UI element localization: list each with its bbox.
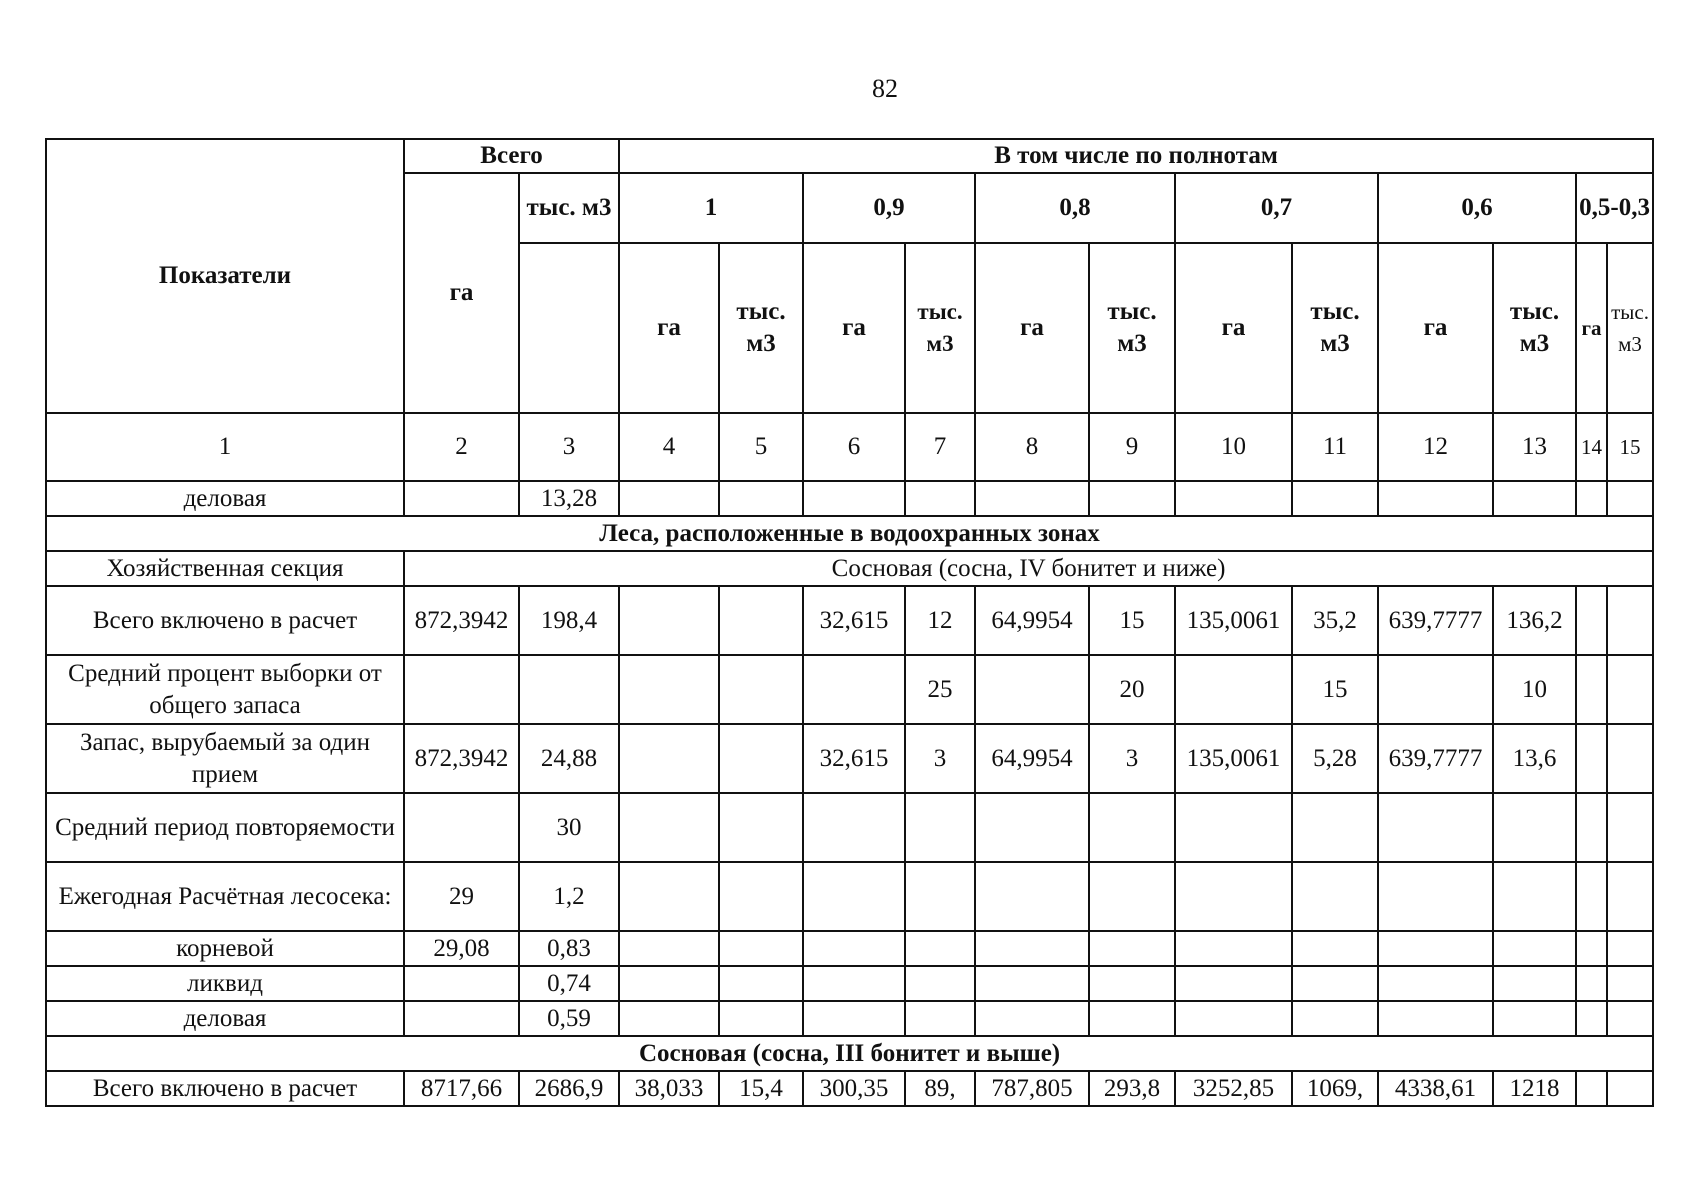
table-cell (1607, 931, 1653, 966)
table-cell (803, 862, 905, 931)
section-title: Сосновая (сосна, III бонитет и выше) (46, 1036, 1653, 1071)
table-cell (1378, 1001, 1493, 1036)
row-label: Ежегодная Расчётная лесосека: (46, 862, 404, 931)
table-cell: 3 (905, 724, 975, 793)
table-cell (975, 862, 1089, 931)
table-row (46, 655, 1653, 724)
row-label: Средний процент выборки от общего запаса (46, 655, 404, 724)
header-density-1: 1 (619, 173, 803, 243)
table-cell (905, 862, 975, 931)
table-cell: 29 (404, 862, 519, 931)
table-cell (1378, 793, 1493, 862)
row-label: Всего включено в расчет (46, 1071, 404, 1106)
table-cell: 2686,9 (519, 1071, 619, 1106)
table-cell (404, 966, 519, 1001)
column-number: 14 (1576, 413, 1607, 481)
table-cell (1378, 655, 1493, 724)
column-number: 13 (1493, 413, 1576, 481)
table-cell (1089, 481, 1175, 516)
table-cell (404, 655, 519, 724)
table-cell (719, 862, 803, 931)
table-cell (1493, 966, 1576, 1001)
table-cell (1576, 793, 1607, 862)
table-cell: 1069, (1292, 1071, 1378, 1106)
row-label: Запас, вырубаемый за один прием (46, 724, 404, 793)
column-number: 12 (1378, 413, 1493, 481)
table-cell (1493, 862, 1576, 931)
table-cell (1175, 966, 1292, 1001)
table-cell (905, 931, 975, 966)
header-density-0-9: 0,9 (803, 173, 975, 243)
table-cell (905, 793, 975, 862)
header-unit-ha: га (1576, 243, 1607, 413)
header-unit-ha: га (975, 243, 1089, 413)
table-cell: 64,9954 (975, 724, 1089, 793)
table-cell: 872,3942 (404, 586, 519, 655)
table-cell (619, 931, 719, 966)
table-cell (1089, 793, 1175, 862)
table-cell (803, 931, 905, 966)
table-cell (905, 966, 975, 1001)
column-number: 5 (719, 413, 803, 481)
table-row (46, 551, 1653, 586)
row-label: Хозяйственная секция (46, 551, 404, 586)
row-label: деловая (46, 1001, 404, 1036)
table-row (46, 724, 1653, 793)
table-cell: 24,88 (519, 724, 619, 793)
table-cell: 15 (1089, 586, 1175, 655)
table-cell (1607, 966, 1653, 1001)
table-cell (1607, 724, 1653, 793)
table-cell (1175, 793, 1292, 862)
table-cell (1378, 862, 1493, 931)
table-row (46, 1071, 1653, 1106)
header-unit-ha: га (1378, 243, 1493, 413)
table-cell: 20 (1089, 655, 1175, 724)
table-cell (1175, 481, 1292, 516)
table-cell: 29,08 (404, 931, 519, 966)
table-cell (719, 586, 803, 655)
header-empty-cell (519, 243, 619, 413)
table-cell: 5,28 (1292, 724, 1378, 793)
header-by-density: В том числе по полнотам (619, 139, 1653, 173)
column-number: 11 (1292, 413, 1378, 481)
table-cell (1292, 862, 1378, 931)
table-cell (1175, 1001, 1292, 1036)
table-cell (1378, 481, 1493, 516)
table-cell (619, 793, 719, 862)
header-total: Всего (404, 139, 619, 173)
table-cell: 639,7777 (1378, 586, 1493, 655)
header-total-m3: тыс. м3 (519, 173, 619, 243)
table-body (46, 481, 1653, 1106)
header-density-0-7: 0,7 (1175, 173, 1378, 243)
table-cell: 64,9954 (975, 586, 1089, 655)
table-cell (719, 1001, 803, 1036)
table-cell (1576, 931, 1607, 966)
table-row (46, 966, 1653, 1001)
table-cell: 13,6 (1493, 724, 1576, 793)
table-cell: 25 (905, 655, 975, 724)
table-cell: 135,0061 (1175, 586, 1292, 655)
table-cell (1089, 931, 1175, 966)
column-number: 10 (1175, 413, 1292, 481)
table-cell (1378, 931, 1493, 966)
table-cell (1175, 931, 1292, 966)
table-cell (719, 481, 803, 516)
table-cell (1175, 862, 1292, 931)
table-cell: 32,615 (803, 586, 905, 655)
table-cell (1576, 1071, 1607, 1106)
table-cell (975, 1001, 1089, 1036)
page-number: 82 (872, 74, 898, 103)
row-label: корневой (46, 931, 404, 966)
table-cell (1089, 966, 1175, 1001)
table-cell: 12 (905, 586, 975, 655)
table-cell (619, 1001, 719, 1036)
table-cell: 1,2 (519, 862, 619, 931)
table-cell (1607, 793, 1653, 862)
table-cell (1493, 931, 1576, 966)
table-cell: 639,7777 (1378, 724, 1493, 793)
table-cell (803, 966, 905, 1001)
table-cell: 30 (519, 793, 619, 862)
table-cell (1576, 481, 1607, 516)
table-cell (1378, 966, 1493, 1001)
table-cell (905, 481, 975, 516)
table-cell (619, 862, 719, 931)
column-number: 4 (619, 413, 719, 481)
table-row (46, 586, 1653, 655)
table-cell (975, 655, 1089, 724)
table-cell (619, 655, 719, 724)
table-row (46, 516, 1653, 551)
table-cell: 3 (1089, 724, 1175, 793)
table-cell: 872,3942 (404, 724, 519, 793)
table-row (46, 1036, 1653, 1071)
header-unit-ha: га (1175, 243, 1292, 413)
table-cell (1576, 655, 1607, 724)
table-row (46, 931, 1653, 966)
table-cell (975, 966, 1089, 1001)
table-cell (1607, 481, 1653, 516)
header-indicators: Показатели (46, 139, 404, 413)
table-cell: 10 (1493, 655, 1576, 724)
table-cell: 4338,61 (1378, 1071, 1493, 1106)
table-cell (719, 724, 803, 793)
table-cell: 1218 (1493, 1071, 1576, 1106)
table-row (46, 862, 1653, 931)
table-cell (1292, 966, 1378, 1001)
table-cell (905, 1001, 975, 1036)
table-cell: 0,83 (519, 931, 619, 966)
header-unit-m3: тыс. м3 (1607, 243, 1653, 413)
table-cell: 13,28 (519, 481, 619, 516)
table-cell (1576, 1001, 1607, 1036)
table-row (46, 481, 1653, 516)
table-cell (975, 481, 1089, 516)
table-cell: 0,59 (519, 1001, 619, 1036)
subsection-title: Сосновая (сосна, IV бонитет и ниже) (404, 551, 1653, 586)
table-cell (803, 655, 905, 724)
table-cell (1493, 481, 1576, 516)
row-label: деловая (46, 481, 404, 516)
table-cell (1576, 724, 1607, 793)
table-cell (719, 966, 803, 1001)
header-unit-ha: га (803, 243, 905, 413)
header-unit-m3: тыс. м3 (905, 243, 975, 413)
header-unit-m3: тыс. м3 (1292, 243, 1378, 413)
table-cell: 38,033 (619, 1071, 719, 1106)
header-total-ha: га (404, 173, 519, 413)
table-cell (803, 793, 905, 862)
table-cell: 135,0061 (1175, 724, 1292, 793)
table-cell: 198,4 (519, 586, 619, 655)
header-unit-m3: тыс. м3 (1089, 243, 1175, 413)
table-cell (1607, 1071, 1653, 1106)
table-cell (719, 793, 803, 862)
table-cell: 293,8 (1089, 1071, 1175, 1106)
column-number: 2 (404, 413, 519, 481)
table-cell (975, 931, 1089, 966)
table-cell (1089, 1001, 1175, 1036)
header-unit-m3: тыс. м3 (719, 243, 803, 413)
column-number: 1 (46, 413, 404, 481)
table-cell (619, 586, 719, 655)
table-cell: 15,4 (719, 1071, 803, 1106)
row-label: Средний период повторяемости (46, 793, 404, 862)
table-row (46, 793, 1653, 862)
table-cell (719, 655, 803, 724)
section-title: Леса, расположенные в водоохранных зонах (46, 516, 1653, 551)
table-cell: 8717,66 (404, 1071, 519, 1106)
table-cell: 787,805 (975, 1071, 1089, 1106)
table-cell (1493, 1001, 1576, 1036)
table-cell (519, 655, 619, 724)
column-number: 7 (905, 413, 975, 481)
table-cell (1292, 1001, 1378, 1036)
table-cell: 300,35 (803, 1071, 905, 1106)
table-cell (1576, 586, 1607, 655)
column-number: 3 (519, 413, 619, 481)
forest-stock-table (45, 138, 1654, 1107)
table-cell: 35,2 (1292, 586, 1378, 655)
table-cell: 89, (905, 1071, 975, 1106)
column-number: 6 (803, 413, 905, 481)
table-row (46, 1001, 1653, 1036)
table-cell (1607, 655, 1653, 724)
header-density-0-8: 0,8 (975, 173, 1175, 243)
table-cell (619, 724, 719, 793)
table-cell (1607, 862, 1653, 931)
table-cell: 32,615 (803, 724, 905, 793)
table-cell (975, 793, 1089, 862)
table-cell (1607, 1001, 1653, 1036)
table-cell (719, 931, 803, 966)
table-cell (1493, 793, 1576, 862)
table-cell (1576, 966, 1607, 1001)
table-cell (619, 966, 719, 1001)
table-cell (1292, 931, 1378, 966)
table-cell (1175, 655, 1292, 724)
header-unit-m3: тыс. м3 (1493, 243, 1576, 413)
table-cell (619, 481, 719, 516)
table-cell (803, 481, 905, 516)
table-cell (1607, 586, 1653, 655)
table-cell (404, 793, 519, 862)
column-number: 9 (1089, 413, 1175, 481)
table-cell (404, 481, 519, 516)
header-density-0-6: 0,6 (1378, 173, 1576, 243)
header-density-0-5-0-3: 0,5-0,3 (1576, 173, 1653, 243)
table-cell (404, 1001, 519, 1036)
table-cell (1292, 793, 1378, 862)
table-cell: 15 (1292, 655, 1378, 724)
row-label: ликвид (46, 966, 404, 1001)
table-cell: 3252,85 (1175, 1071, 1292, 1106)
header-unit-ha: га (619, 243, 719, 413)
table-cell (1576, 862, 1607, 931)
column-number: 15 (1607, 413, 1653, 481)
row-label: Всего включено в расчет (46, 586, 404, 655)
column-number: 8 (975, 413, 1089, 481)
table-cell (1089, 862, 1175, 931)
table-cell: 0,74 (519, 966, 619, 1001)
table-cell: 136,2 (1493, 586, 1576, 655)
table-cell (803, 1001, 905, 1036)
table-cell (1292, 481, 1378, 516)
